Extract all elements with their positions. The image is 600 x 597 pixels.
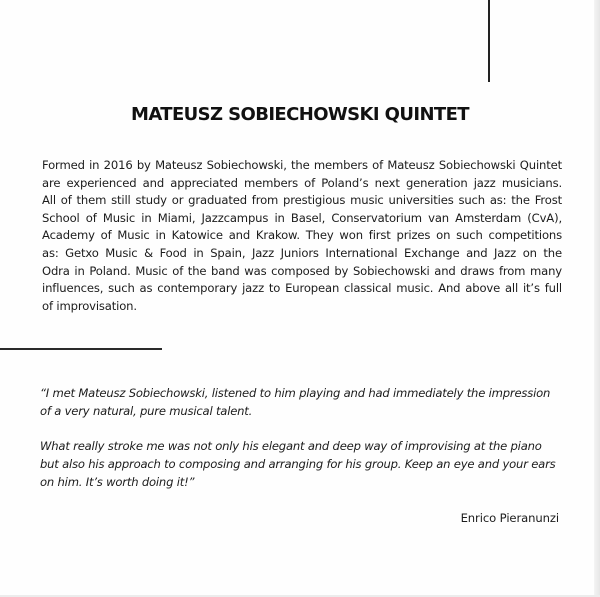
description-line: All of them still study or graduated from prestigious music universities such as: the Frost xyxy=(42,193,562,208)
description-line: School of Music in Miami, Jazzcampus in Basel, Conservatorium van Amsterdam (CvA), xyxy=(42,210,562,225)
quote-line: but also his approach to composing and arranging for his group. Keep an eye and your ears xyxy=(40,457,556,472)
description-line: influences, such as contemporary jazz to European classical music. And above all it’s full xyxy=(42,281,562,296)
paragraph-gap xyxy=(40,421,560,439)
decorative-horizontal-rule xyxy=(0,348,162,350)
page-title: MATEUSZ SOBIECHOWSKI QUINTET xyxy=(131,104,469,125)
quote-author: Enrico Pieranunzi xyxy=(460,511,559,525)
quote-line: “I met Mateusz Sobiechowski, listened to him playing and had immediately the impression xyxy=(40,386,551,400)
decorative-vertical-rule xyxy=(488,0,490,82)
description-line: are experienced and appreciated members of Poland’s next generation jazz musicians. xyxy=(42,175,562,190)
description-line: Academy of Music in Katowice and Krakow. They won first prizes on such competitions xyxy=(42,228,562,243)
quote-line: on him. It’s worth doing it!” xyxy=(40,474,195,489)
scan-edge-right xyxy=(594,0,600,597)
description-line: Odra in Poland. Music of the band was composed by Sobiechowski and draws from many xyxy=(42,263,562,278)
quote-line: of a very natural, pure musical talent. xyxy=(40,403,253,418)
description-line: of improvisation. xyxy=(42,298,137,313)
quote-line: What really stroke me was not only his elegant and deep way of improvising at the piano xyxy=(40,439,542,454)
band-description xyxy=(42,157,562,315)
testimonial-quote xyxy=(40,385,560,492)
description-line: as: Getxo Music & Food in Spain, Jazz Juniors International Exchange and Jazz on the xyxy=(42,245,562,260)
description-line: Formed in 2016 by Mateusz Sobiechowski, the members of Mateusz Sobiechowski Quintet xyxy=(42,158,562,172)
